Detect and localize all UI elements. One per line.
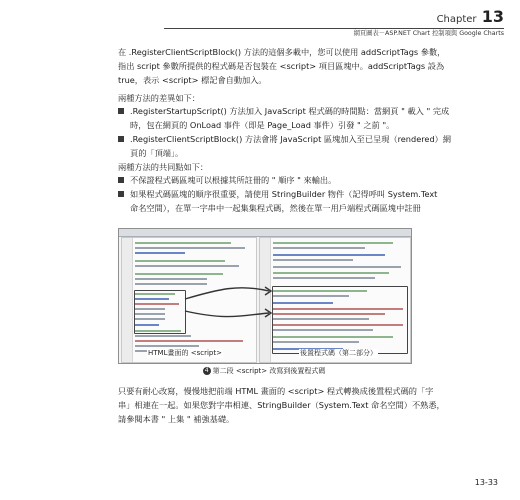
diff-heading: 兩種方法的差異如下： <box>118 93 200 103</box>
closing-line: 請參閱本書 " 上集 " 補強基礎。 <box>118 414 235 424</box>
running-header <box>164 7 504 39</box>
chapter-subtitle: 網頁圖表－ASP.NET Chart 控制項與 Google Charts <box>353 30 504 37</box>
body-line: 指出 script 參數所提供的程式碼是否包裝在 <script> 項目區塊中。addScriptTags 設為 <box>118 61 445 71</box>
figure-caption <box>118 366 410 376</box>
arrow-overlay <box>119 229 411 363</box>
closing-line: 串」相連在一起。如果您對字串相連、StringBuilder（System.Text 命名空間）不熟悉， <box>118 400 445 410</box>
common-item-line: 如果程式碼區塊的順序很重要，請使用 StringBuilder 物件（記得呼叫 System.Text <box>130 189 438 199</box>
bullet-square <box>118 191 124 197</box>
diff-item-line: .RegisterStartupScript() 方法加入 JavaScript 程式碼的時間點：當網頁 " 載入 " 完成 <box>130 106 450 116</box>
page-number: 13-33 <box>474 478 498 487</box>
chapter-number: 13 <box>481 7 504 26</box>
chapter-word: Chapter <box>436 14 477 25</box>
bullet-square <box>118 177 124 183</box>
body-line: 在 .RegisterClientScriptBlock() 方法的這個多載中，您可以使用 addScriptTags 參數， <box>118 47 446 57</box>
diff-item-line: .RegisterClientScriptBlock() 方法會將 JavaScript 區塊加入至已呈現（rendered）網 <box>130 134 452 144</box>
body-line: true，表示 <script> 標記會自動加入。 <box>118 75 267 85</box>
arrow-line <box>185 311 269 317</box>
caption-text: 第二段 <script> 改寫到後置程式碼 <box>212 367 326 375</box>
figure-label-left: HTML畫面的 <script> <box>148 349 222 357</box>
diff-item-line: 時，包在網頁的 OnLoad 事件（即是 Page_Load 事件）引發 " 之前 "。 <box>130 120 395 130</box>
common-item-line: 命名空間），在單一字串中一起集集程式碼，然後在單一用戶端程式碼區塊中註冊 <box>130 203 421 213</box>
caption-number: 4 <box>203 367 211 375</box>
figure-label-right: 後置程式碼（第二部分） <box>300 349 377 357</box>
bullet-square <box>118 136 124 142</box>
common-item-line: 不保證程式碼區塊可以根據其所註冊的 " 順序 " 來輸出。 <box>130 175 337 185</box>
bullet-square <box>118 108 124 114</box>
closing-line: 只要有耐心改寫，慢慢地把前端 HTML 畫面的 <script> 程式轉換成後置程式碼的「字 <box>118 386 434 396</box>
ide-screenshot <box>118 228 412 364</box>
common-heading: 兩種方法的共同點如下： <box>118 162 209 172</box>
diff-item-line: 頁的「頂端」。 <box>130 148 184 158</box>
arrow-line <box>185 288 269 299</box>
chapter-label <box>164 7 504 26</box>
